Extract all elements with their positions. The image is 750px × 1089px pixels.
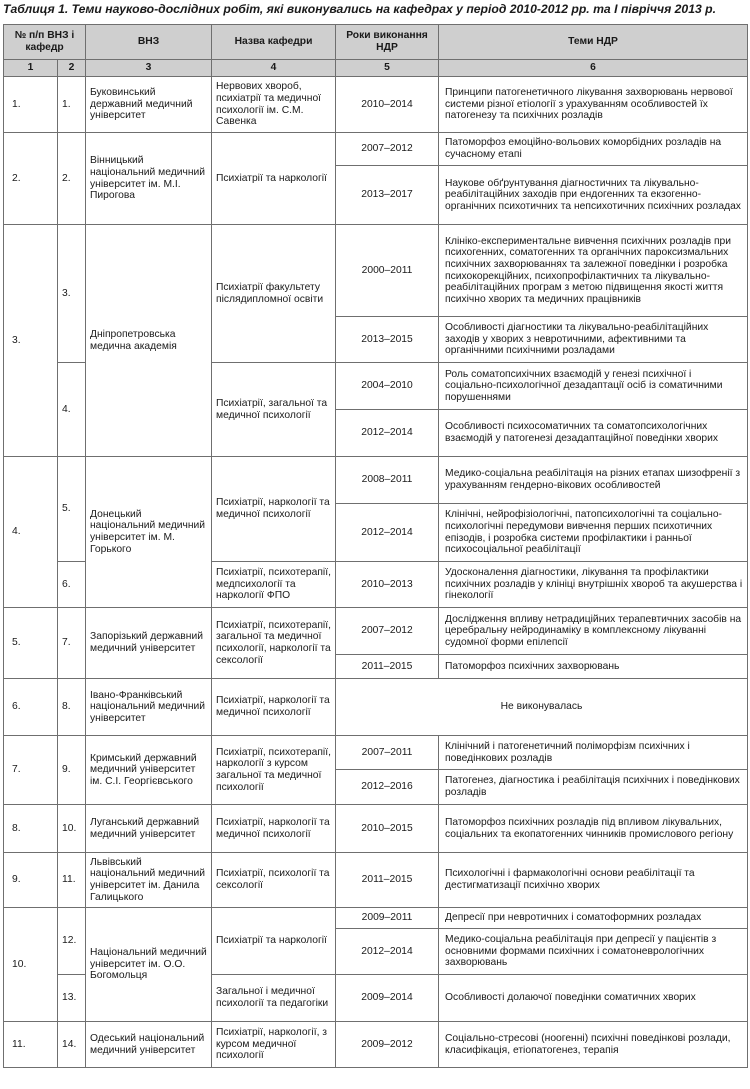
research-years: 2009–2011 xyxy=(336,908,439,929)
university-number: 2. xyxy=(4,133,58,225)
research-topic: Медико-соціальна реабілітація при депресії у пацієнтів з основними формами психічних і соматоневрологічних захворювань xyxy=(439,929,748,975)
header-department: Назва кафедри xyxy=(212,25,336,60)
department-number: 6. xyxy=(58,562,86,608)
university-number: 11. xyxy=(4,1022,58,1068)
table-row xyxy=(4,457,748,504)
department-name: Нервових хвороб, психіатрії та медичної психології ім. С.М. Савенка xyxy=(212,77,336,133)
department-name: Психіатрії, загальної та медичної психології xyxy=(212,363,336,457)
research-years: 2008–2011 xyxy=(336,457,439,504)
column-numbers-row xyxy=(4,60,748,77)
table-row xyxy=(4,225,748,317)
department-number: 11. xyxy=(58,853,86,908)
table-row xyxy=(4,133,748,166)
research-topic: Патоморфоз психічних розладів під впливом лікувальних, соціальних та екопатогенних чинників промислового регіону xyxy=(439,805,748,853)
header-row xyxy=(4,25,748,60)
table-caption: Таблиця 1. Теми науково-дослідних робіт, які виконувались на кафедрах у період 2010-2012 рр. та І півріччя 2013 р. xyxy=(3,2,716,16)
research-topic: Роль соматопсихічних взаємодій у генезі психічної і соціально-психологічної дезадаптації осіб із соматичними порушеннями xyxy=(439,363,748,410)
department-number: 9. xyxy=(58,736,86,805)
university-name: Луганський державний медичний університет xyxy=(86,805,212,853)
research-topic: Клінічні, нейрофізіологічні, патопсихологічні та соціально-психологічні передумови вивчення перших психотичних епізодів, і розробка системи профілактики і ранньої психосоціальної реабілітації xyxy=(439,504,748,562)
department-number: 1. xyxy=(58,77,86,133)
department-number: 14. xyxy=(58,1022,86,1068)
research-topic: Медико-соціальна реабілітація на різних етапах шизофренії з урахуванням гендерно-вікових особливостей xyxy=(439,457,748,504)
table-row xyxy=(4,805,748,853)
department-name: Психіатрії, психотерапії, медпсихології та наркології ФПО xyxy=(212,562,336,608)
research-years: 2010–2014 xyxy=(336,77,439,133)
university-name: Львівський національний медичний університет ім. Данила Галицького xyxy=(86,853,212,908)
department-name: Загальної і медичної психології та педагогіки xyxy=(212,975,336,1022)
table-row xyxy=(4,736,748,770)
university-number: 1. xyxy=(4,77,58,133)
research-years: 2009–2014 xyxy=(336,975,439,1022)
header-number: № п/п ВНЗ і кафедр xyxy=(4,25,86,60)
research-years: 2007–2012 xyxy=(336,133,439,166)
research-topic: Психологічні і фармакологічні основи реабілітації та дестигматизації психічно хворих xyxy=(439,853,748,908)
header-topics: Теми НДР xyxy=(439,25,748,60)
department-name: Психіатрії, психології та сексології xyxy=(212,853,336,908)
department-number: 12. xyxy=(58,908,86,975)
research-years: 2007–2011 xyxy=(336,736,439,770)
research-years: 2013–2017 xyxy=(336,166,439,225)
not-performed-note: Не виконувалась xyxy=(336,679,748,736)
research-years: 2013–2015 xyxy=(336,317,439,363)
university-number: 6. xyxy=(4,679,58,736)
table-row xyxy=(4,1022,748,1068)
research-topic: Особливості долаючої поведінки соматичних хворих xyxy=(439,975,748,1022)
column-number: 3 xyxy=(86,60,212,77)
department-number: 4. xyxy=(58,363,86,457)
university-name: Буковинський державний медичний університет xyxy=(86,77,212,133)
research-topic: Соціально-стресові (ноогенні) психічні поведінкові розлади, класифікація, етіопатогенез, терапія xyxy=(439,1022,748,1068)
table-row xyxy=(4,608,748,655)
research-topic: Патоморфоз емоційно-вольових коморбідних розладів на сучасному етапі xyxy=(439,133,748,166)
university-number: 9. xyxy=(4,853,58,908)
university-name: Вінницький національний медичний університет ім. М.І. Пирогова xyxy=(86,133,212,225)
department-name: Психіатрії та наркології xyxy=(212,908,336,975)
university-number: 8. xyxy=(4,805,58,853)
university-number: 4. xyxy=(4,457,58,608)
department-number: 10. xyxy=(58,805,86,853)
university-number: 5. xyxy=(4,608,58,679)
research-topic: Клінічний і патогенетичний поліморфізм психічних і поведінкових розладів xyxy=(439,736,748,770)
department-name: Психіатрії, наркології та медичної психології xyxy=(212,679,336,736)
research-years: 2011–2015 xyxy=(336,655,439,679)
research-topic: Особливості діагностики та лікувально-реабілітаційних заходів у хворих з невротичними, афективними та органічними психічними розладами xyxy=(439,317,748,363)
research-years: 2010–2013 xyxy=(336,562,439,608)
research-topics-table xyxy=(3,24,748,1068)
department-name: Психіатрії, психотерапії, загальної та медичної психології, наркології та сексології xyxy=(212,608,336,679)
department-number: 2. xyxy=(58,133,86,225)
department-name: Психіатрії факультету післядипломної освіти xyxy=(212,225,336,363)
department-name: Психіатрії та наркології xyxy=(212,133,336,225)
research-years: 2000–2011 xyxy=(336,225,439,317)
column-number: 4 xyxy=(212,60,336,77)
research-topic: Патогенез, діагностика і реабілітація психічних і поведінкових розладів xyxy=(439,770,748,805)
research-topic: Принципи патогенетичного лікування захворювань нервової системи різної етіології з урахуванням особливостей їх патогенезу та психічних розладів xyxy=(439,77,748,133)
header-years: Роки виконання НДР xyxy=(336,25,439,60)
university-name: Донецький національний медичний університет ім. М. Горького xyxy=(86,457,212,608)
research-years: 2012–2014 xyxy=(336,410,439,457)
research-years: 2012–2014 xyxy=(336,504,439,562)
university-name: Івано-Франківський національний медичний університет xyxy=(86,679,212,736)
department-number: 7. xyxy=(58,608,86,679)
research-topic: Дослідження впливу нетрадиційних терапевтичних засобів на церебральну нейродинаміку в комплексному лікуванні судомної форми епілепсії xyxy=(439,608,748,655)
department-number: 5. xyxy=(58,457,86,562)
research-years: 2010–2015 xyxy=(336,805,439,853)
department-name: Психіатрії, наркології, з курсом медичної психології xyxy=(212,1022,336,1068)
table-row xyxy=(4,853,748,908)
table-row xyxy=(4,679,748,736)
research-years: 2004–2010 xyxy=(336,363,439,410)
column-number: 2 xyxy=(58,60,86,77)
research-topic: Патоморфоз психічних захворювань xyxy=(439,655,748,679)
department-number: 13. xyxy=(58,975,86,1022)
research-years: 2012–2016 xyxy=(336,770,439,805)
university-name: Дніпропетровська медична академія xyxy=(86,225,212,457)
department-name: Психіатрії, наркології та медичної психології xyxy=(212,457,336,562)
university-number: 3. xyxy=(4,225,58,457)
research-topic: Наукове обґрунтування діагностичних та лікувально-реабілітаційних заходів при ендогенних та екзогенно-органічних психотичних та непсихотичних психічних розладах xyxy=(439,166,748,225)
column-number: 1 xyxy=(4,60,58,77)
column-number: 6 xyxy=(439,60,748,77)
research-topic: Клініко-експериментальне вивчення психічних розладів при психогенних, соматогенних та органічних пароксизмальних психічних захворюваннях та залежної поведінки і розробка психокорекційних, психопрофілактичних та лікувально-реабілітаційних програм з метою підвищення якості життя психічно хворих та медичних працівників xyxy=(439,225,748,317)
university-name: Кримський державний медичний університет ім. С.І. Георгієвського xyxy=(86,736,212,805)
table-row xyxy=(4,908,748,929)
research-years: 2007–2012 xyxy=(336,608,439,655)
table-row xyxy=(4,77,748,133)
research-years: 2009–2012 xyxy=(336,1022,439,1068)
research-topic: Депресії при невротичних і соматоформних розладах xyxy=(439,908,748,929)
university-name: Запорізький державний медичний університет xyxy=(86,608,212,679)
research-years: 2012–2014 xyxy=(336,929,439,975)
research-years: 2011–2015 xyxy=(336,853,439,908)
column-number: 5 xyxy=(336,60,439,77)
research-topic: Особливості психосоматичних та соматопсихологічних взаємодій у патогенезі дезадаптаційної поведінки хворих xyxy=(439,410,748,457)
university-name: Національний медичний університет ім. О.О. Богомольця xyxy=(86,908,212,1022)
header-university: ВНЗ xyxy=(86,25,212,60)
department-number: 3. xyxy=(58,225,86,363)
university-number: 10. xyxy=(4,908,58,1022)
department-name: Психіатрії, наркології та медичної психології xyxy=(212,805,336,853)
research-topic: Удосконалення діагностики, лікування та профілактики психічних розладів у клініці внутрішніх хвороб та акушерства і гінекології xyxy=(439,562,748,608)
university-name: Одеський національний медичний університет xyxy=(86,1022,212,1068)
department-number: 8. xyxy=(58,679,86,736)
department-name: Психіатрії, психотерапії, наркології з курсом загальної та медичної психології xyxy=(212,736,336,805)
university-number: 7. xyxy=(4,736,58,805)
